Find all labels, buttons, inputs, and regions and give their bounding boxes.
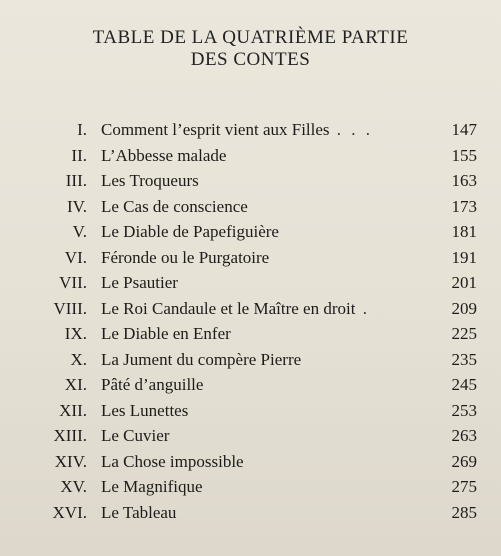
entry-title: L’Abbesse malade: [101, 145, 227, 165]
entry-title: Comment l’esprit vient aux Filles: [101, 120, 330, 139]
entry-title: Féronde ou le Purgatoire: [101, 247, 270, 267]
entry-leader-dots: . . .: [329, 120, 374, 139]
entry-numeral: XIV.: [54, 451, 87, 471]
page-subtitle: DES CONTES: [190, 49, 311, 70]
toc-entry: [0, 449, 501, 475]
entry-title: Le Diable en Enfer: [101, 324, 231, 343]
entry-page-number: 275: [451, 477, 477, 496]
entry-numeral: XI.: [64, 375, 87, 394]
entry-page-number: 209: [451, 298, 477, 318]
entry-page-number: 235: [451, 349, 477, 369]
entry-page-number: 269: [451, 451, 477, 471]
toc-entry: [0, 194, 501, 220]
toc-entry: [0, 474, 501, 500]
entry-numeral: IV.: [67, 196, 87, 216]
entry-title: Le Tableau: [101, 502, 177, 522]
toc-entry: [0, 423, 501, 449]
entry-numeral: III.: [65, 171, 87, 190]
entry-page-number: 285: [451, 502, 477, 522]
entry-page-number: 181: [451, 222, 477, 241]
entry-title: Les Troqueurs: [101, 171, 199, 190]
entry-numeral: X.: [70, 349, 87, 369]
entry-title: Pâté d’anguille: [101, 375, 204, 394]
entry-numeral: XIII.: [53, 426, 87, 445]
entry-numeral: I.: [77, 120, 87, 139]
entry-title: La Jument du compère Pierre: [101, 349, 302, 369]
entry-numeral: VII.: [59, 273, 87, 292]
entry-page-number: 191: [451, 247, 477, 267]
entry-page-number: 147: [451, 120, 477, 139]
toc-entry: [0, 296, 501, 322]
page-title: TABLE DE LA QUATRIÈME PARTIE: [92, 27, 409, 48]
toc-entry: [0, 372, 501, 398]
entry-numeral: IX.: [64, 324, 87, 343]
entry-title: Le Roi Candaule et le Maître en droit: [101, 298, 356, 318]
toc-entry: [0, 500, 501, 526]
entry-page-number: 245: [451, 375, 477, 394]
toc-entry: [0, 398, 501, 424]
entry-page-number: 173: [451, 196, 477, 216]
entry-page-number: 225: [451, 324, 477, 343]
toc-entry: [0, 219, 501, 245]
toc-entry: [0, 168, 501, 194]
entry-title: Le Cuvier: [101, 426, 170, 445]
toc-entry: [0, 321, 501, 347]
entry-page-number: 163: [451, 171, 477, 190]
toc-entry: [0, 270, 501, 296]
entry-title: La Chose impossible: [101, 451, 244, 471]
entry-numeral: XV.: [60, 477, 87, 496]
entry-title: Le Cas de conscience: [101, 196, 248, 216]
entry-page-number: 155: [451, 145, 477, 165]
entry-title: Les Lunettes: [101, 400, 189, 420]
entry-numeral: V.: [72, 222, 87, 241]
entry-title: Le Magnifique: [101, 477, 203, 496]
entry-page-number: 253: [451, 400, 477, 420]
toc-entry: [0, 117, 501, 143]
toc-entry: [0, 347, 501, 373]
entry-title: Le Diable de Papefiguière: [101, 222, 279, 241]
entry-numeral: XVI.: [52, 502, 87, 522]
entry-numeral: II.: [71, 145, 87, 165]
entry-page-number: 263: [451, 426, 477, 445]
toc-entry: [0, 143, 501, 169]
toc-entry: [0, 245, 501, 271]
entry-title: Le Psautier: [101, 273, 178, 292]
table-of-contents: [0, 117, 501, 525]
entry-page-number: 201: [451, 273, 477, 292]
entry-numeral: XII.: [59, 400, 87, 420]
entry-leader-dots: .: [355, 298, 370, 318]
entry-numeral: VIII.: [53, 298, 87, 318]
entry-numeral: VI.: [64, 247, 87, 267]
